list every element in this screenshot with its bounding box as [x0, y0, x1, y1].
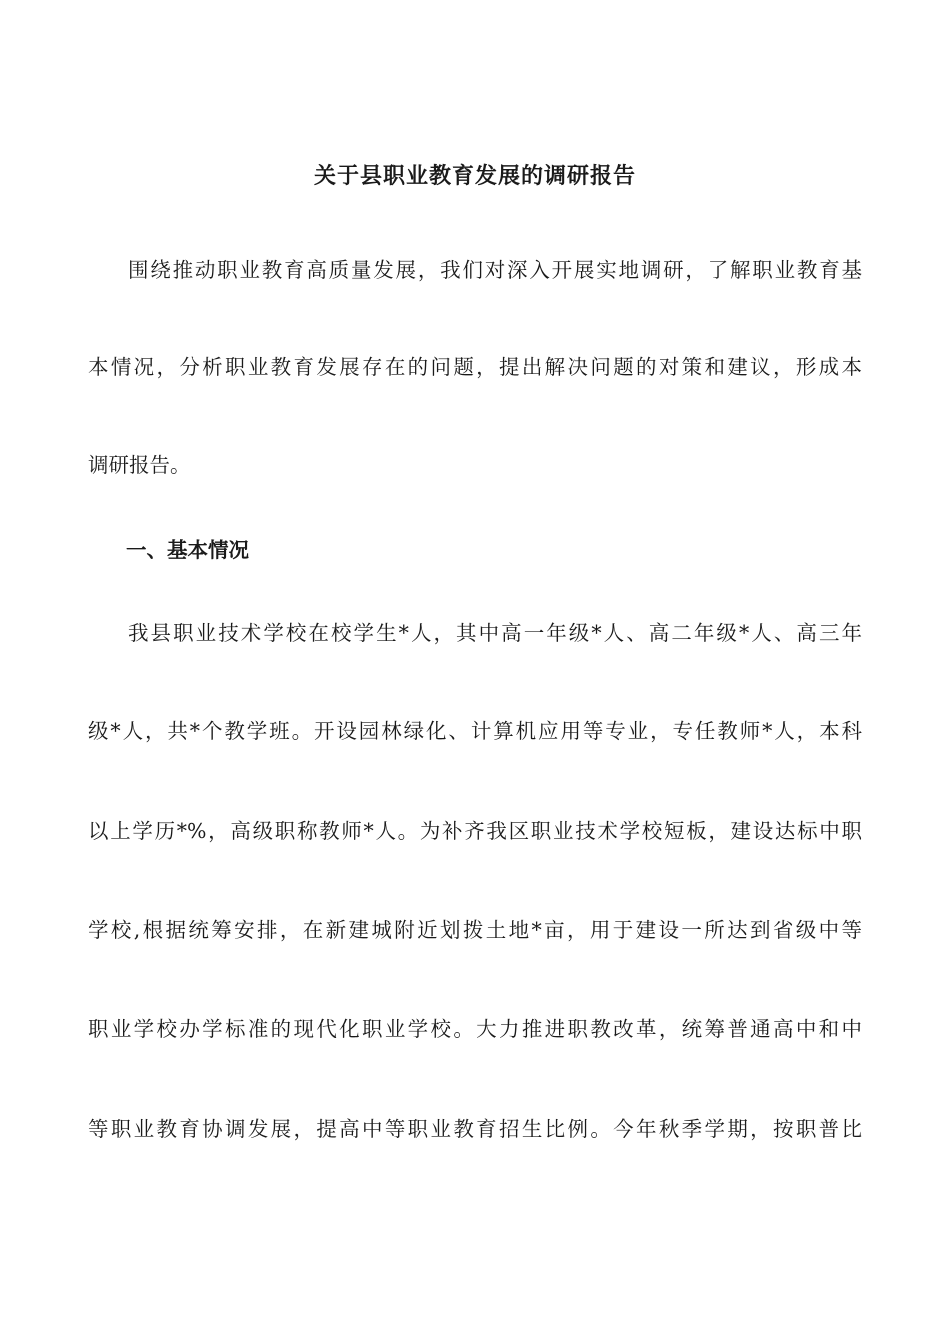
section1-line-6: 等职业教育协调发展，提高中等职业教育招生比例。今年秋季学期，按职普比 [88, 1117, 862, 1141]
section1-line-3: 以上学历*%，高级职称教师*人。为补齐我区职业技术学校短板，建设达标中职 [88, 819, 862, 843]
intro-line-1: 围绕推动职业教育高质量发展，我们对深入开展实地调研，了解职业教育基 [128, 258, 862, 282]
document-title: 关于县职业教育发展的调研报告 [313, 163, 636, 189]
section1-line-4: 学校,根据统筹安排，在新建城附近划拨土地*亩，用于建设一所达到省级中等 [88, 918, 862, 942]
intro-line-3: 调研报告。 [88, 453, 191, 477]
section-heading-basic-situation: 一、基本情况 [126, 538, 249, 562]
section1-line-5: 职业学校办学标准的现代化职业学校。大力推进职教改革，统筹普通高中和中 [88, 1017, 862, 1041]
section1-line-1: 我县职业技术学校在校学生*人，其中高一年级*人、高二年级*人、高三年 [128, 621, 862, 645]
intro-line-2: 本情况，分析职业教育发展存在的问题，提出解决问题的对策和建议，形成本 [88, 355, 862, 379]
section1-line-2: 级*人，共*个教学班。开设园林绿化、计算机应用等专业，专任教师*人，本科 [88, 719, 862, 743]
